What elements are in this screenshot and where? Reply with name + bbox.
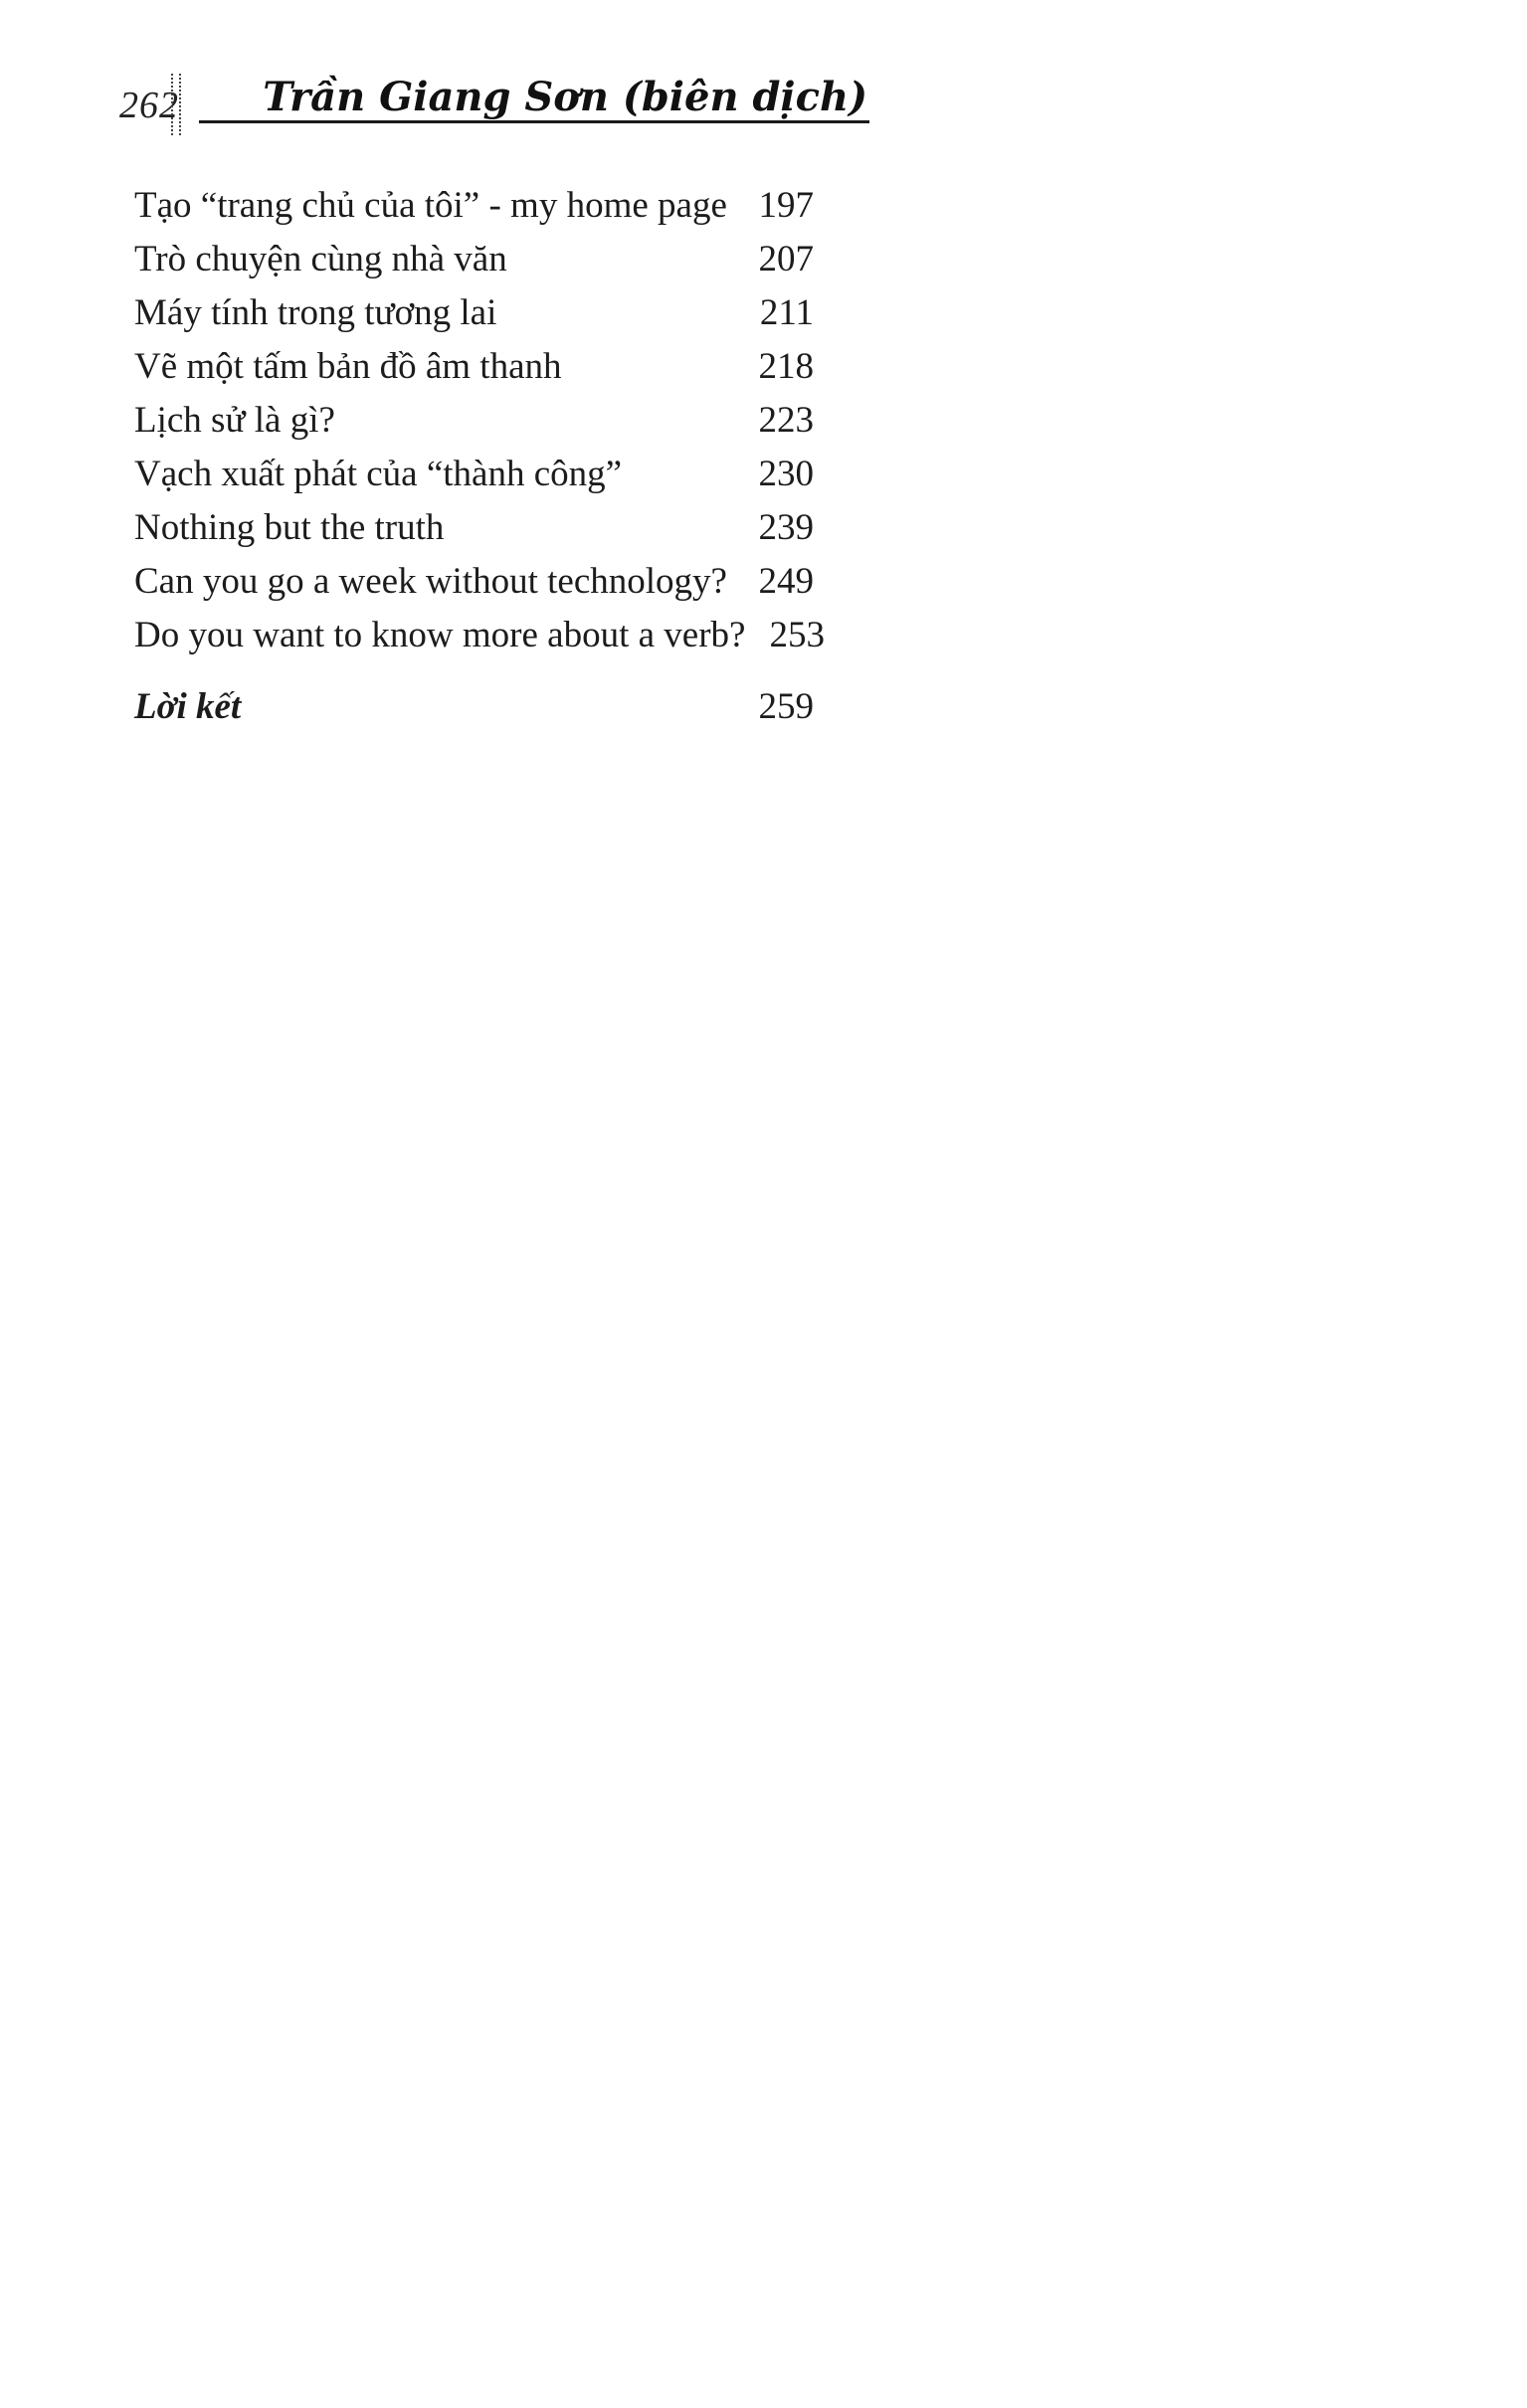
toc-page-number: 249 [758, 561, 814, 602]
toc-title: Máy tính trong tương lai [134, 292, 497, 333]
toc-row [134, 501, 814, 555]
header-ornament-divider [171, 74, 181, 135]
toc-row [134, 555, 814, 609]
toc-title: Vạch xuất phát của “thành công” [134, 454, 623, 494]
page-number: 262 [119, 85, 179, 126]
toc-row [134, 394, 814, 448]
toc-title: Trò chuyện cùng nhà văn [134, 239, 507, 279]
toc-title: Can you go a week without technology? [134, 561, 727, 602]
toc-row [134, 448, 814, 501]
toc-row [134, 286, 814, 340]
toc-page-number: 197 [758, 185, 814, 226]
toc-title: Lịch sử là gì? [134, 400, 335, 441]
header-rule [199, 120, 869, 123]
toc-row [134, 609, 825, 662]
running-header-author: Trần Giang Sơn (biên dịch) [263, 74, 867, 120]
toc-page-number: 253 [769, 615, 825, 655]
toc-row-closing [134, 680, 814, 734]
toc-page-number: 230 [758, 454, 814, 494]
toc-row [134, 233, 814, 286]
toc-title: Nothing but the truth [134, 507, 445, 548]
toc-page-number: 211 [759, 292, 814, 333]
toc-row [134, 340, 814, 394]
toc-page-number: 207 [758, 239, 814, 279]
toc-page-number: 259 [758, 686, 814, 727]
toc-row [134, 179, 814, 233]
table-of-contents [134, 179, 825, 734]
toc-page-number: 218 [758, 346, 814, 387]
toc-page-number: 239 [758, 507, 814, 548]
toc-title: Tạo “trang chủ của tôi” - my home page [134, 185, 727, 226]
toc-closing-title: Lời kết [134, 686, 242, 727]
toc-title: Vẽ một tấm bản đồ âm thanh [134, 346, 562, 387]
toc-title: Do you want to know more about a verb? [134, 615, 746, 655]
toc-page-number: 223 [758, 400, 814, 441]
